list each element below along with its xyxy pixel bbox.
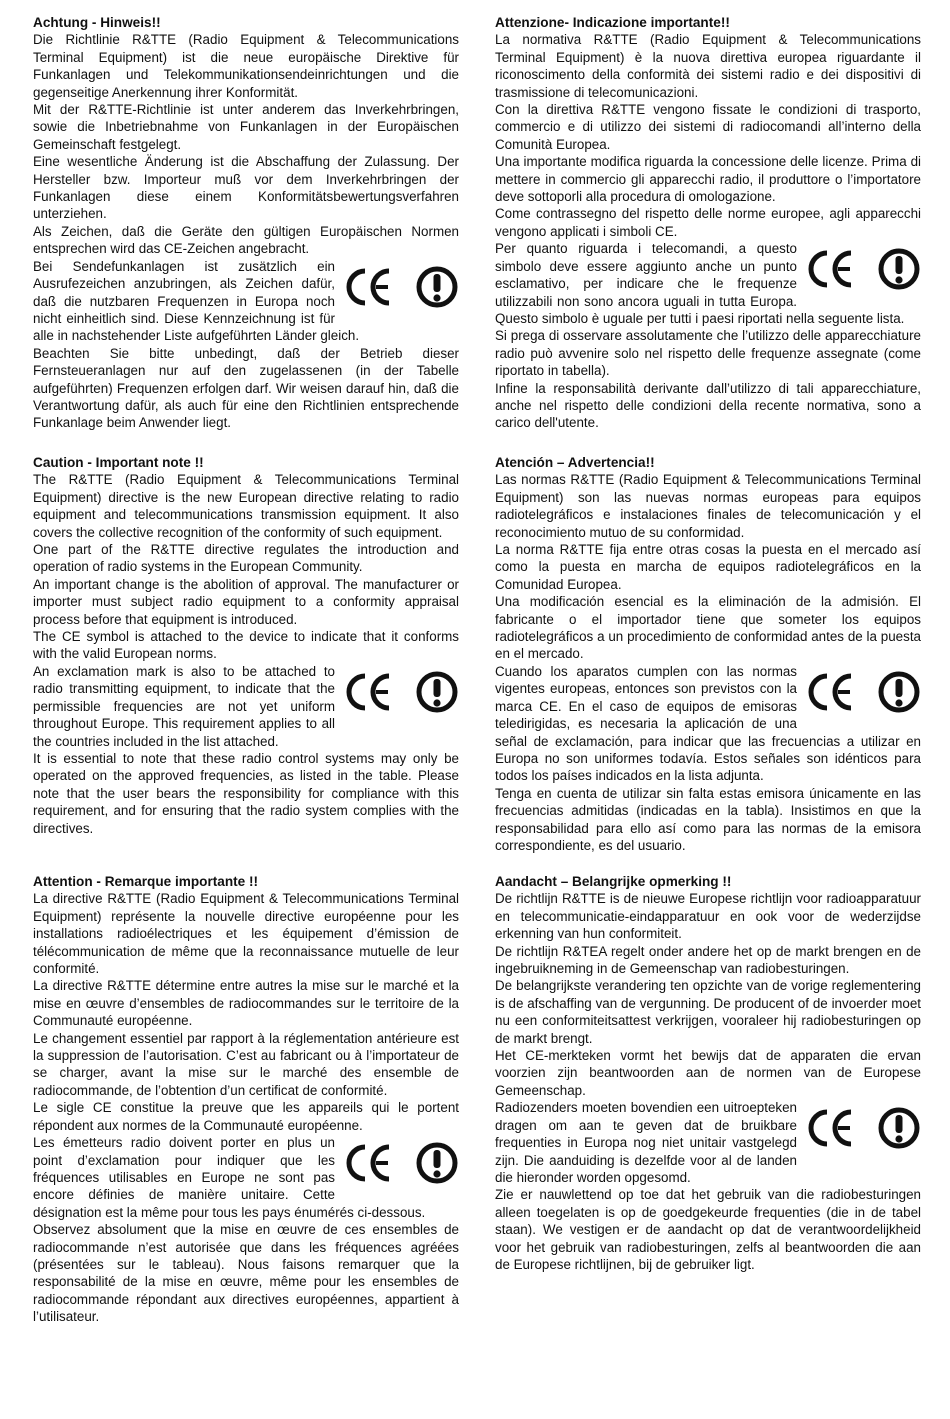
section-dutch xyxy=(495,873,921,1273)
paragraph: Con la direttiva R&TTE vengono fissate le condizioni di trasporto, commercio e di utilizzo dei sistemi di radiocomandi all’interno della Comunità Europea. xyxy=(495,102,921,152)
section-title: Atención – Advertencia!! xyxy=(495,455,655,470)
paragraph: De richtlijn R&TTE is de nieuwe Europese richtlijn voor radioapparatuur en telecommunicatie-eindapparatuur en ook voor de wederzijdse erkenning van hun conformiteit. xyxy=(495,891,921,942)
section-french xyxy=(33,873,459,1326)
ce-mark-icon xyxy=(345,672,393,712)
ce-mark-icon xyxy=(807,249,855,289)
paragraph: An important change is the abolition of approval. The manufacturer or importer must subject radio equipment to a conformity appraisal process before that equipment is introduced. xyxy=(33,576,459,627)
conformity-marks xyxy=(807,1101,921,1155)
exclamation-circle-icon xyxy=(415,670,459,714)
ce-mark-icon xyxy=(345,1143,393,1183)
paragraph: Una importante modifica riguarda la concessione delle licenze. Prima di mettere in commercio gli apparecchi radio, il produttore o l’importatore deve sottoporli alla procedura di omologazione. xyxy=(495,154,921,205)
ce-mark-icon xyxy=(807,1108,855,1148)
section-title: Attention - Remarque importante !! xyxy=(33,874,259,889)
paragraph: La directive R&TTE détermine entre autres la mise sur le marché et la mise en œuvre d’ensembles de radiocommandes sur le territoire de la Communauté européenne. xyxy=(33,978,459,1029)
paragraph: Le changement essentiel par rapport à la réglementation antérieure est la suppression de l’autorisation. C’est au fabricant ou à l’importateur de se charger, avant la mise sur le marché des ensemble de radiocommande, de l’obtention d’un certificat de conformité. xyxy=(33,1030,459,1098)
exclamation-circle-icon xyxy=(415,265,459,309)
section-english xyxy=(33,454,459,837)
section-title: Caution - Important note !! xyxy=(33,455,204,470)
paragraph: Die Richtlinie R&TTE (Radio Equipment & Telecommunications Terminal Equipment) ist die neue europäische Direktive für Funkanlagen und Telekommunikationsendeinrichtungen und die gegenseitige Anerkennung ihrer Konformität. xyxy=(33,32,459,100)
paragraph: The R&TTE (Radio Equipment & Telecommunications Terminal Equipment) directive is the new European directive relating to radio equipment and telecommunications transmission equipment. It also covers the collective recognition of the conformity of such equipment. xyxy=(33,472,459,540)
paragraph: Come contrassegno del rispetto delle norme europee, agli apparecchi vengono applicati i simboli CE. xyxy=(495,206,921,239)
section-title: Achtung - Hinweis!! xyxy=(33,15,161,30)
paragraph: It is essential to note that these radio control systems may only be operated on the approved frequencies, as listed in the table. Please note that the user bears the responsibility for compliance with this requirement, and for ensuring that the radio system complies with the directives. xyxy=(33,750,459,836)
paragraph: Als Zeichen, daß die Geräte den gültigen Europäischen Normen entsprechen wird das CE-Zeichen angebracht. xyxy=(33,223,459,257)
conformity-marks xyxy=(807,242,921,296)
section-title: Aandacht – Belangrijke opmerking !! xyxy=(495,874,732,889)
paragraph: La norma R&TTE fija entre otras cosas la puesta en el mercado así como la puesta en marcha de equipos radiotelegráficos en la Comunidad Europea. xyxy=(495,542,921,592)
paragraph: La directive R&TTE (Radio Equipment & Telecommunications Terminal Equipment) représente la nouvelle directive européenne pour les installations radioélectriques et les équipement d’émission de télécommunication de même que la reconnaissance mutuelle de leur conformité. xyxy=(33,891,459,977)
paragraph: De richtlijn R&TEA regelt onder andere het op de markt brengen en de ingebruikneming in de Gemeenschap van radiobesturingen. xyxy=(495,943,921,977)
paragraph: Beachten Sie bitte unbedingt, daß der Betrieb dieser Fernsteueranlagen nur auf den zugelassenen (in der Tabelle aufgeführten) Frequenzen erfolgen darf. Wir weisen darauf hin, daß die Verantwortung dafür, als auch für eine den Richtlinien entsprechende Funkanlage beim Anwender liegt. xyxy=(33,345,459,431)
paragraph: Het CE-merkteken vormt het bewijs dat de apparaten die ervan voorzien zijn beantwoorden aan de normen van de Europese Gemeenschap. xyxy=(495,1048,921,1098)
paragraph: Bei Sendefunkanlagen ist zusätzlich ein Ausrufezeichen anzubringen, als Zeichen dafür, daß die nutzbaren Frequenzen in Europa noch nicht einheitlich sind. Diese Kennzeichnung ist für alle in nachstehender Liste aufgeführten Länder gleich. xyxy=(33,258,360,344)
paragraph: Si prega di osservare assolutamente che l’utilizzo delle apparecchiature radio può avvenire solo nel rispetto delle frequenze assegnate (come riportato in tabella). xyxy=(495,328,921,379)
paragraph: Radiozenders moeten bovendien een uitroepteken dragen om aan te geven dat de bruikbare frequenties in Europa nog niet unitair vastgelegd zijn. Die aanduiding is dezelfde voor al de landen die hieronder worden opgesomd. xyxy=(495,1100,797,1185)
paragraph: The CE symbol is attached to the device to indicate that it conforms with the valid European norms. xyxy=(33,629,459,662)
paragraph: La normativa R&TTE (Radio Equipment & Telecommunications Terminal Equipment) è la nuova direttiva europea riguardante il riconoscimento della conformità dei sistemi radio e dei dispositivi di trasmissione di telecomunicazioni. xyxy=(495,32,921,100)
paragraph: Infine la responsabilità derivante dall’utilizzo di tali apparecchiature, anche nel rispetto delle condizioni della recente normativa, sono a carico dell'utente. xyxy=(495,380,921,431)
paragraph: Cuando los aparatos cumplen con las normas vigentes europeas, entonces son previstos con la marca CE. En el caso de equipos de emisoras teledirigidas, es necesaria la aplicación de una señal de exclamación, para indicar que las frecuencias a utilizar en Europa no son uniformes todavía. Estos señales son idénticos para todos los países indicados en la lista adjunta. xyxy=(495,663,921,784)
ce-mark-icon xyxy=(345,267,393,307)
conformity-marks xyxy=(807,665,921,719)
exclamation-circle-icon xyxy=(877,247,921,291)
conformity-marks xyxy=(345,1136,459,1190)
paragraph: Mit der R&TTE-Richtlinie ist unter anderem das Inverkehrbringen, sowie die Inbetriebnahme von Funkanlagen in der Europäischen Gemeinschaft festgelegt. xyxy=(33,102,459,152)
section-italian xyxy=(495,14,921,432)
paragraph: Le sigle CE constitue la preuve que les appareils qui le portent répondent aux normes de la Communauté européenne. xyxy=(33,1100,459,1133)
paragraph: Tenga en cuenta de utilizar sin falta estas emisora únicamente en las frecuencias admitidas (indicadas en la tabla). Insistimos en que la responsabilidad para ello así como para las normas de la emisora correspondiente, es del usuario. xyxy=(495,785,921,853)
exclamation-circle-icon xyxy=(877,670,921,714)
paragraph: One part of the R&TTE directive regulates the introduction and operation of radio systems in the European Community. xyxy=(33,542,459,575)
ce-mark-icon xyxy=(807,672,855,712)
section-german xyxy=(33,14,459,432)
paragraph: Las normas R&TTE (Radio Equipment & Telecommunications Terminal Equipment) son las nuevas normas europeas para equipos radiotelegráficos e instalaciones finales de telecomunicación y el reconocimiento mutuo de su conformidad. xyxy=(495,472,921,540)
exclamation-circle-icon xyxy=(415,1141,459,1185)
paragraph: Una modificación esencial es la eliminación de la admisión. El fabricante o el importador tiene que someter los equipos radiotelegráficos a un procedimiento de conformidad antes de la puesta en el mercado. xyxy=(495,594,921,662)
conformity-marks xyxy=(345,260,459,314)
paragraph: Les émetteurs radio doivent porter en plus un point d’exclamation pour indiquer que les fréquences utilisables en Europe ne sont pas encore définies de manière unitaire. Cette désignation est la même pour tous les pays énumérés ci-dessous. xyxy=(33,1135,426,1220)
section-spanish xyxy=(495,454,921,854)
paragraph: Eine wesentliche Änderung ist die Abschaffung der Zulassung. Der Hersteller bzw. Importeur muß vor dem Inverkehrbringen der Funkanlagen diese einem Konformitätsbewertungsverfahren unterziehen. xyxy=(33,154,459,222)
paragraph: An exclamation mark is also to be attached to radio transmitting equipment, to indicate that the permissible frequencies are not yet uniform throughout Europe. This requirement applies to all the countries included in the list attached. xyxy=(33,663,335,749)
paragraph: De belangrijkste verandering ten opzichte van de vorige reglementering is de afschaffing van de vergunning. De producent of de invoerder moet nu een conformiteitsattest verkrijgen, vooraleer hij radiobesturingen op de markt brengt. xyxy=(495,978,921,1046)
paragraph: Zie er nauwlettend op toe dat het gebruik van die radiobesturingen alleen toegelaten is op de goedgekeurde frequenties (die in de tabel staan). We vestigen er de aandacht op dat de verantwoordelijkheid voor het gebruik van radiobesturingen, zelfs al beantwoorden die aan de Europese richtlijnen, bij de gebruiker ligt. xyxy=(495,1187,921,1272)
paragraph: Per quanto riguarda i telecomandi, a questo simbolo deve essere aggiunto anche un punto esclamativo, per indicare che le frequenze utilizzabili non sono ancora uguali in tutta Europa. Questo simbolo è uguale per tutti i paesi riportati nella seguente lista. xyxy=(495,241,905,326)
section-title: Attenzione- Indicazione importante!! xyxy=(495,15,730,30)
paragraph: Observez absolument que la mise en œuvre de ces ensembles de radiocommande n’est autorisée que dans les fréquences agréées (présentées sur le tableau). Nous faisons remarquer que la responsabilité de la mise en œuvre, même pour les ensembles de radiocommande répondant aux directives européennes, appartient à l’utilisateur. xyxy=(33,1222,459,1325)
conformity-marks xyxy=(345,665,459,719)
exclamation-circle-icon xyxy=(877,1106,921,1150)
